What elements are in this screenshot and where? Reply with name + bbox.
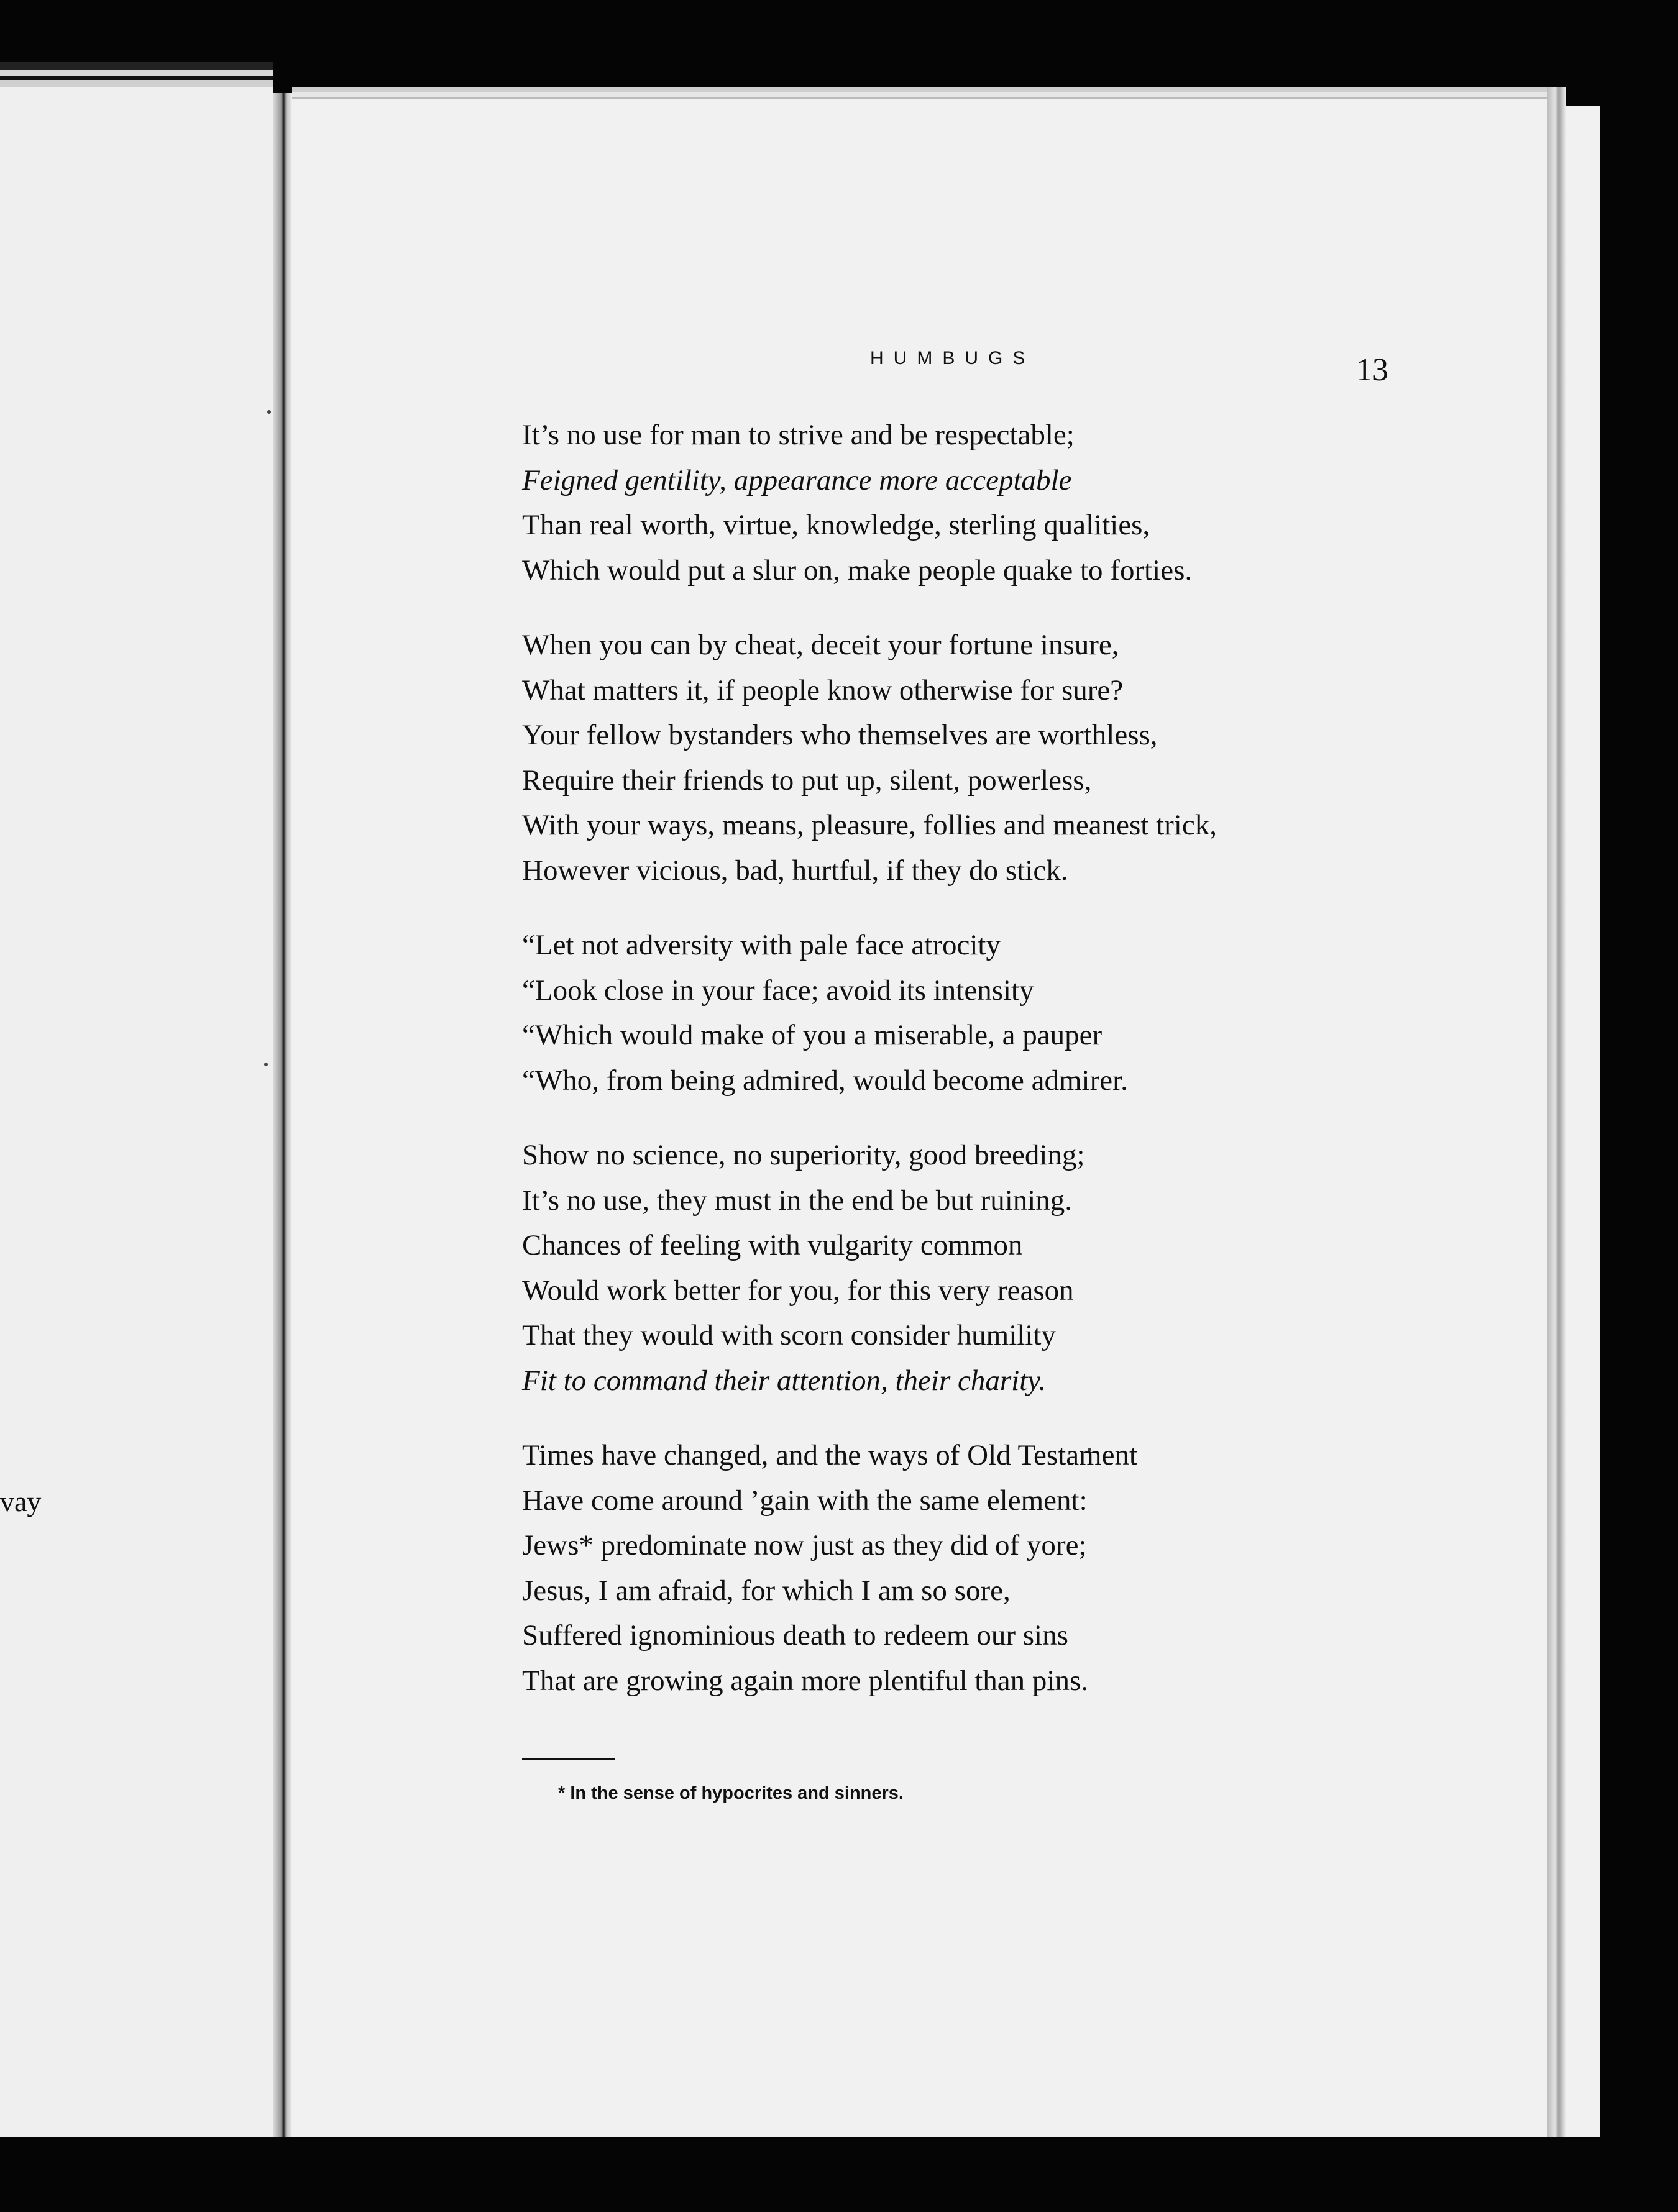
poem-line: Suffered ignominious death to redeem our sins <box>522 1619 1068 1652</box>
poem-line: “Let not adversity with pale face atrocity <box>522 929 1001 961</box>
stanza <box>522 1133 1492 1403</box>
running-head: HUMBUGS <box>870 348 1035 368</box>
poem-line: However vicious, bad, hurtful, if they do stick. <box>522 854 1068 887</box>
poem-line: Chances of feeling with vulgarity common <box>522 1229 1023 1261</box>
poem-line: Feigned gentility, appearance more acceptable <box>522 464 1072 496</box>
poem-body <box>522 413 1492 1733</box>
page-number: 13 <box>1356 352 1388 388</box>
poem-line: What matters it, if people know otherwise for sure? <box>522 674 1124 706</box>
poem-line: It’s no use, they must in the end be but ruining. <box>522 1184 1073 1217</box>
speck <box>264 1063 268 1066</box>
right-page-edge <box>292 87 1560 106</box>
poem-line: Jews* predominate now just as they did of yore; <box>522 1529 1087 1561</box>
poem-line: That they would with scorn consider humility <box>522 1319 1056 1351</box>
poem-line: Show no science, no superiority, good breeding; <box>522 1139 1085 1171</box>
poem-line: With your ways, means, pleasure, follies and meanest trick, <box>522 809 1217 841</box>
speck <box>267 410 271 414</box>
left-page-edge <box>0 62 273 93</box>
left-page <box>0 93 273 2137</box>
poem-line: “Which would make of you a miserable, a pauper <box>522 1019 1103 1051</box>
poem-line: Which would put a slur on, make people quake to forties. <box>522 554 1193 587</box>
poem-line: “Look close in your face; avoid its intensity <box>522 974 1034 1007</box>
poem-line: That are growing again more plentiful than pins. <box>522 1664 1089 1697</box>
left-page-text-fragment: vay <box>0 1486 42 1517</box>
stacked-page-edges <box>1547 87 1566 2137</box>
poem-line: Times have changed, and the ways of Old Testament <box>522 1439 1138 1471</box>
stanza <box>522 1433 1492 1703</box>
poem-line: Jesus, I am afraid, for which I am so sore, <box>522 1574 1011 1607</box>
poem-line: When you can by cheat, deceit your fortune insure, <box>522 629 1119 661</box>
stanza <box>522 923 1492 1103</box>
book-gutter <box>273 93 292 2137</box>
poem-line: Fit to command their attention, their charity. <box>522 1364 1047 1397</box>
stanza <box>522 623 1492 893</box>
poem-line: Require their friends to put up, silent, powerless, <box>522 764 1092 797</box>
poem-line: Your fellow bystanders who themselves are worthless, <box>522 719 1158 751</box>
footnote: * In the sense of hypocrites and sinners. <box>558 1783 904 1803</box>
poem-line: Than real worth, virtue, knowledge, sterling qualities, <box>522 509 1150 541</box>
poem-line: Have come around ’gain with the same element: <box>522 1484 1088 1517</box>
poem-line: Would work better for you, for this very reason <box>522 1274 1074 1307</box>
poem-line: It’s no use for man to strive and be respectable; <box>522 419 1075 451</box>
footnote-rule <box>522 1758 615 1760</box>
stanza <box>522 413 1492 593</box>
poem-line: “Who, from being admired, would become admirer. <box>522 1064 1128 1097</box>
